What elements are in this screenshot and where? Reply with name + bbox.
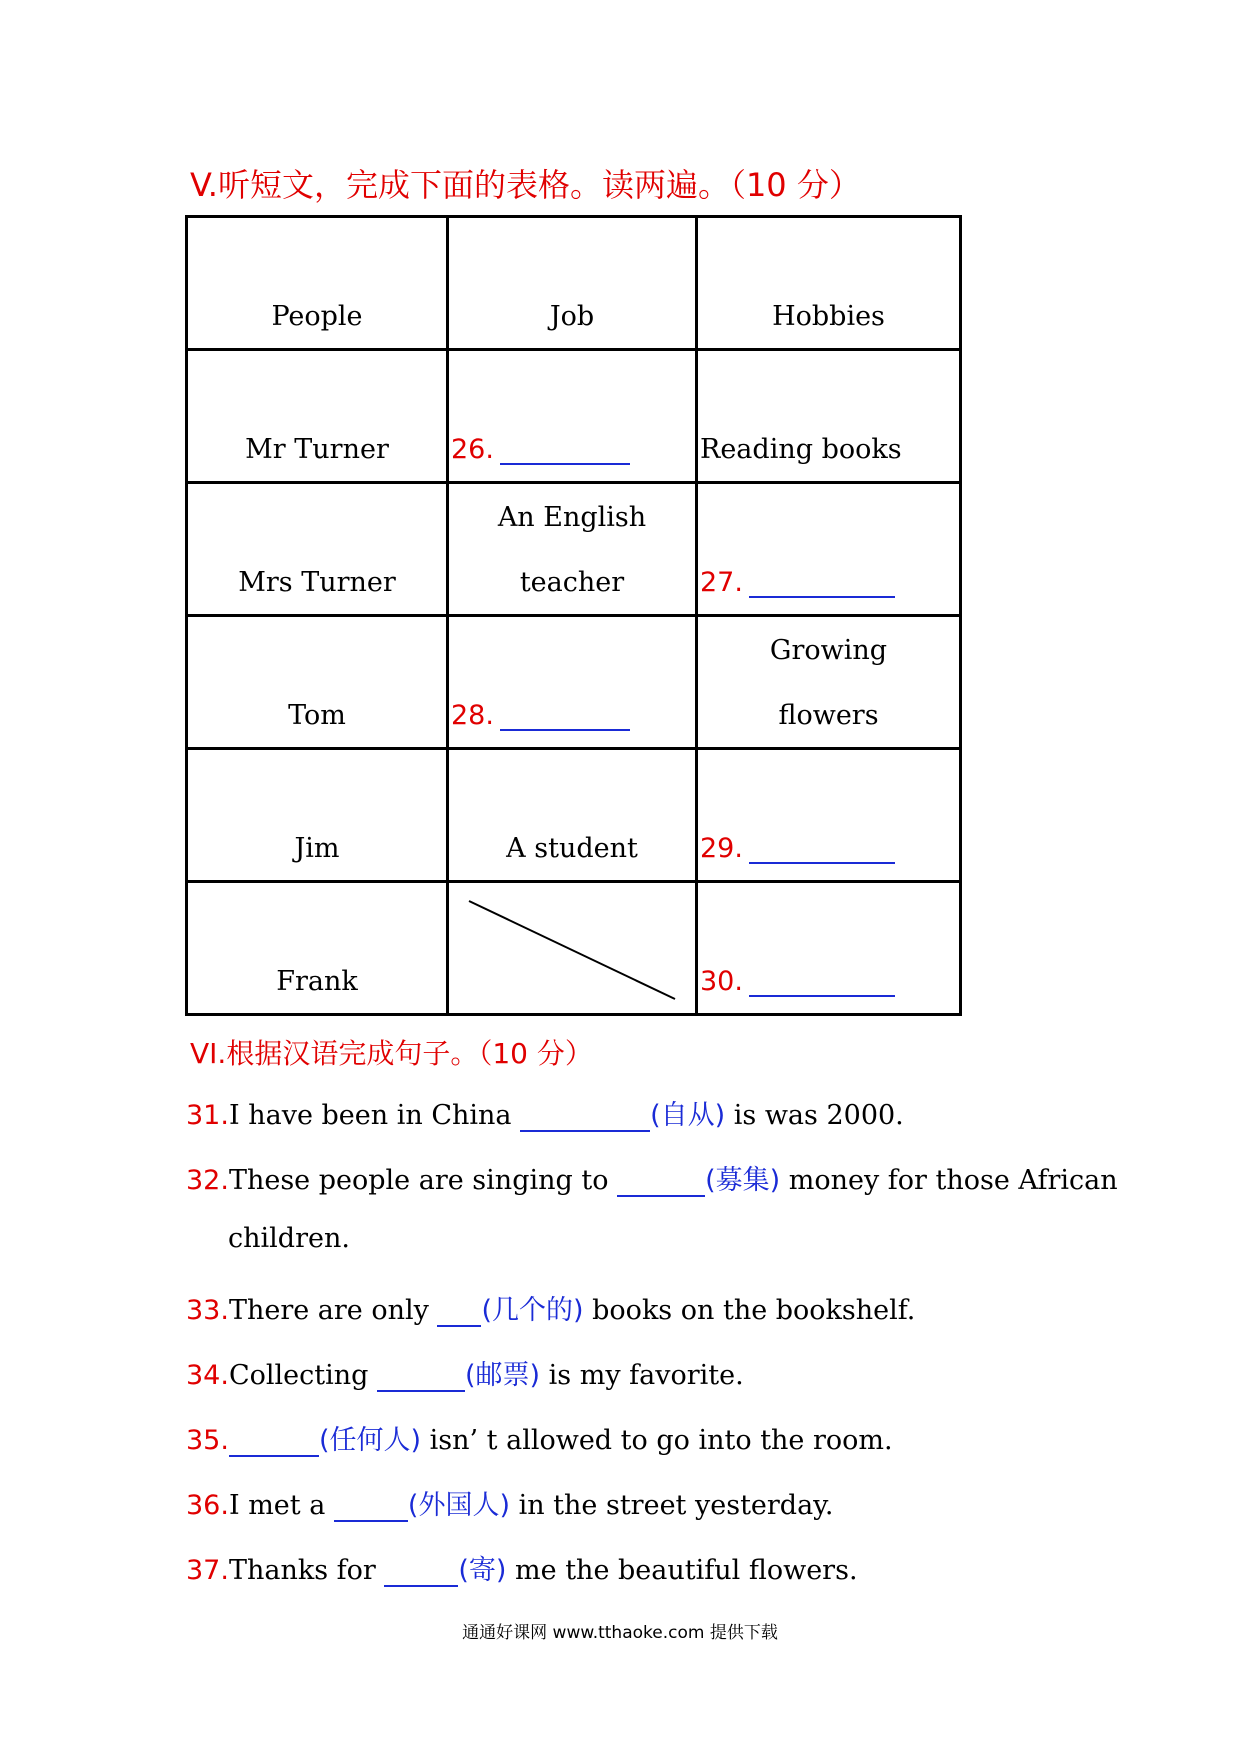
hobby-line-1: Growing bbox=[769, 635, 888, 666]
people-cell bbox=[187, 882, 448, 1015]
table-row bbox=[187, 882, 961, 1015]
question-35: 35. (任何人) isn’ t allowed to go into the room. bbox=[186, 1425, 893, 1456]
people-name: Tom bbox=[288, 700, 346, 731]
question-32-continuation: children. bbox=[228, 1223, 350, 1254]
people-cell bbox=[187, 350, 448, 483]
header-people: People bbox=[271, 301, 363, 332]
job-cell bbox=[448, 616, 697, 749]
header-people-cell bbox=[187, 217, 448, 350]
hobby: Reading books bbox=[700, 434, 902, 465]
people-cell bbox=[187, 749, 448, 882]
answer-blank[interactable] bbox=[617, 1169, 705, 1197]
hobbies-cell bbox=[697, 483, 961, 616]
chinese-hint: (邮票) bbox=[464, 1360, 541, 1391]
answer-blank[interactable] bbox=[520, 1104, 650, 1132]
answer-blank[interactable] bbox=[229, 1429, 319, 1457]
job-line-1: An English bbox=[497, 502, 647, 533]
header-job-cell bbox=[448, 217, 697, 350]
blank-number: 27. bbox=[700, 567, 743, 598]
question-32: 32.These people are singing to (募集) money for those African bbox=[186, 1165, 1118, 1196]
answer-blank[interactable] bbox=[500, 435, 630, 465]
question-31: 31.I have been in China (自从) is was 2000. bbox=[186, 1100, 904, 1131]
listening-table bbox=[185, 215, 962, 1016]
people-name: Jim bbox=[294, 833, 340, 864]
job: A student bbox=[506, 833, 638, 864]
answer-blank[interactable] bbox=[749, 568, 895, 598]
blank-number: 28. bbox=[451, 700, 494, 731]
chinese-hint: (任何人) bbox=[318, 1425, 422, 1456]
header-hobbies-cell bbox=[697, 217, 961, 350]
table-row bbox=[187, 350, 961, 483]
hobbies-cell bbox=[697, 616, 961, 749]
answer-blank[interactable] bbox=[749, 967, 895, 997]
question-36: 36.I met a (外国人) in the street yesterday. bbox=[186, 1490, 834, 1521]
question-34: 34.Collecting (邮票) is my favorite. bbox=[186, 1360, 744, 1391]
people-name: Mrs Turner bbox=[238, 567, 396, 598]
people-name: Frank bbox=[276, 966, 358, 997]
people-cell bbox=[187, 483, 448, 616]
chinese-hint: (自从) bbox=[650, 1100, 726, 1131]
people-name: Mr Turner bbox=[245, 434, 389, 465]
hobbies-cell bbox=[697, 749, 961, 882]
question-33: 33.There are only (几个的) books on the bookshelf. bbox=[186, 1295, 916, 1326]
job-cell bbox=[448, 749, 697, 882]
job-line-2: teacher bbox=[519, 567, 625, 598]
answer-blank[interactable] bbox=[500, 701, 630, 731]
job-cell-empty bbox=[448, 882, 697, 1015]
question-37: 37.Thanks for (寄) me the beautiful flowers. bbox=[186, 1555, 858, 1586]
hobbies-cell bbox=[697, 882, 961, 1015]
job-cell bbox=[448, 350, 697, 483]
diagonal-slash bbox=[449, 883, 695, 1013]
answer-blank[interactable] bbox=[377, 1364, 465, 1392]
hobbies-cell bbox=[697, 350, 961, 483]
section-5-title: V.听短文，完成下面的表格。读两遍。（10 分） bbox=[190, 166, 861, 204]
table-row bbox=[187, 749, 961, 882]
answer-blank[interactable] bbox=[334, 1494, 408, 1522]
answer-blank[interactable] bbox=[384, 1559, 458, 1587]
page-footer: 通通好课网 www.tthaoke.com 提供下载 bbox=[462, 1623, 778, 1643]
blank-number: 30. bbox=[700, 966, 743, 997]
table-row bbox=[187, 483, 961, 616]
chinese-hint: (募集) bbox=[705, 1165, 781, 1196]
chinese-hint: (几个的) bbox=[481, 1295, 584, 1326]
section-6-title: VI.根据汉语完成句子。（10 分） bbox=[190, 1037, 593, 1070]
hobby-line-2: flowers bbox=[778, 700, 879, 731]
chinese-hint: (外国人) bbox=[407, 1490, 510, 1521]
table-row bbox=[187, 616, 961, 749]
blank-number: 26. bbox=[451, 434, 494, 465]
people-cell bbox=[187, 616, 448, 749]
answer-blank[interactable] bbox=[437, 1299, 481, 1327]
table-header-row bbox=[187, 217, 961, 350]
header-job: Job bbox=[549, 301, 595, 332]
chinese-hint: (寄) bbox=[458, 1555, 507, 1586]
answer-blank[interactable] bbox=[749, 834, 895, 864]
header-hobbies: Hobbies bbox=[772, 301, 885, 332]
job-cell bbox=[448, 483, 697, 616]
blank-number: 29. bbox=[700, 833, 743, 864]
